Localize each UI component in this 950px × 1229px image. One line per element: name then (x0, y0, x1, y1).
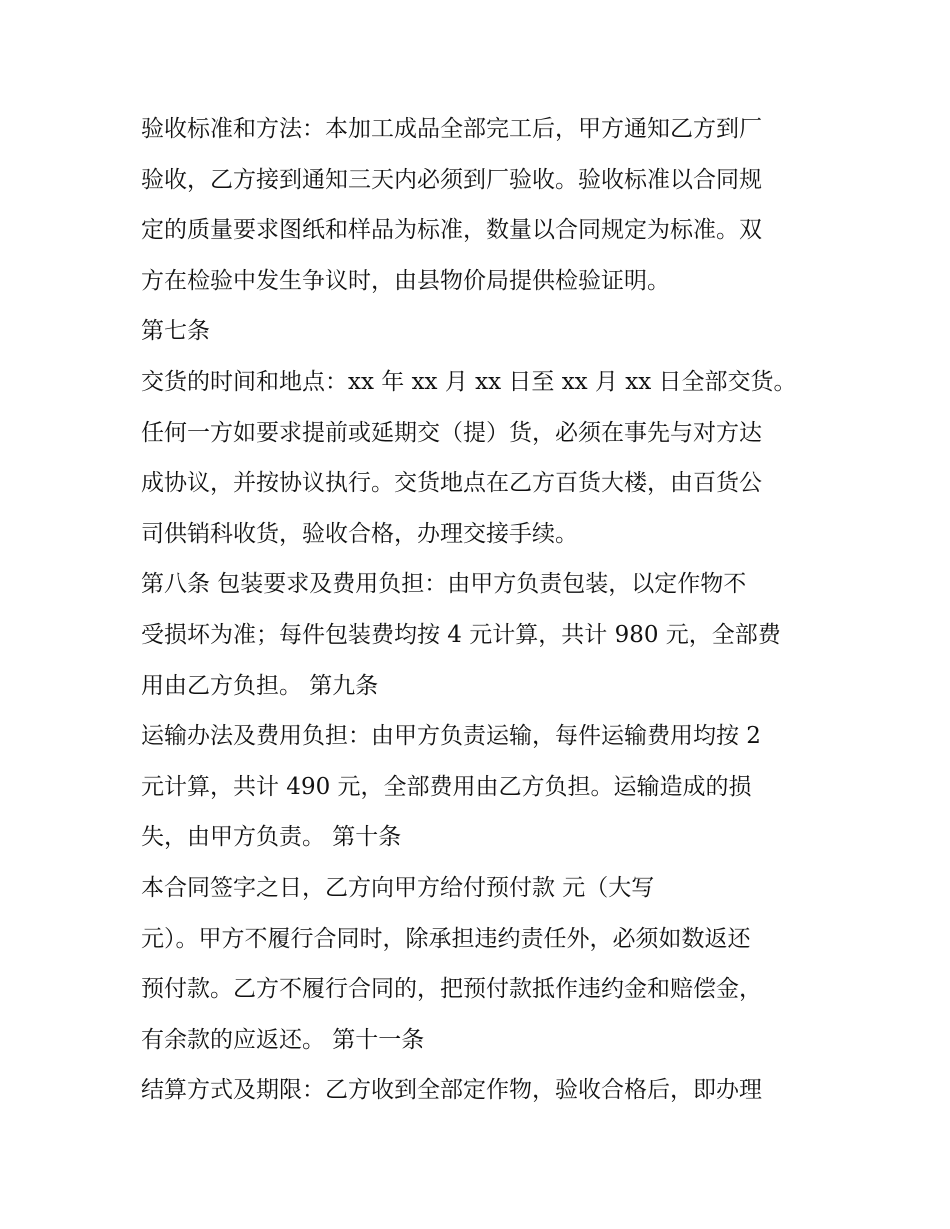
text-line-3: 定的质量要求图纸和样品为标准，数量以合同规定为标准。双 (141, 217, 762, 244)
article-heading-7: 第七条 (141, 318, 210, 345)
text-line-19: 有余款的应返还。 第十一条 (141, 1026, 425, 1053)
text-line-17: 元）。甲方不履行合同时，除承担违约责任外，必须如数返还 (141, 925, 751, 952)
text-line-10: 第八条 包装要求及费用负担：由甲方负责包装，以定作物不 (141, 571, 747, 598)
text-line-7: 任何一方如要求提前或延期交（提）货，必须在事先与对方达 (141, 419, 762, 446)
text-line-1: 验收标准和方法：本加工成品全部完工后，甲方通知乙方到厂 (141, 116, 762, 142)
text-line-14: 元计算，共计 490 元，全部费用由乙方负担。运输造成的损 (141, 773, 752, 800)
text-line-16: 本合同签字之日，乙方向甲方给付预付款 元（大写 (141, 874, 655, 901)
text-line-8: 成协议，并按协议执行。交货地点在乙方百货大楼，由百货公 (141, 470, 762, 497)
text-line-6: 交货的时间和地点：xx 年 xx 月 xx 日至 xx 月 xx 日全部交货。 (141, 368, 797, 395)
text-line-15: 失，由甲方负责。 第十条 (141, 824, 402, 851)
text-line-20: 结算方式及期限：乙方收到全部定作物，验收合格后，即办理 (141, 1077, 762, 1104)
text-line-12: 用由乙方负担。 第九条 (141, 672, 379, 699)
text-line-4: 方在检验中发生争议时，由县物价局提供检验证明。 (141, 267, 670, 294)
document-body (141, 104, 841, 1116)
text-line-11: 受损坏为准；每件包装费均按 4 元计算，共计 980 元，全部费 (141, 621, 781, 648)
text-line-2: 验收，乙方接到通知三天内必须到厂验收。验收标准以合同规 (141, 166, 762, 193)
text-line-18: 预付款。乙方不履行合同的，把预付款抵作违约金和赔偿金， (141, 976, 762, 1003)
text-line-13: 运输办法及费用负担：由甲方负责运输，每件运输费用均按 2 (141, 723, 761, 750)
text-line-9: 司供销科收货，验收合格，办理交接手续。 (141, 520, 578, 547)
